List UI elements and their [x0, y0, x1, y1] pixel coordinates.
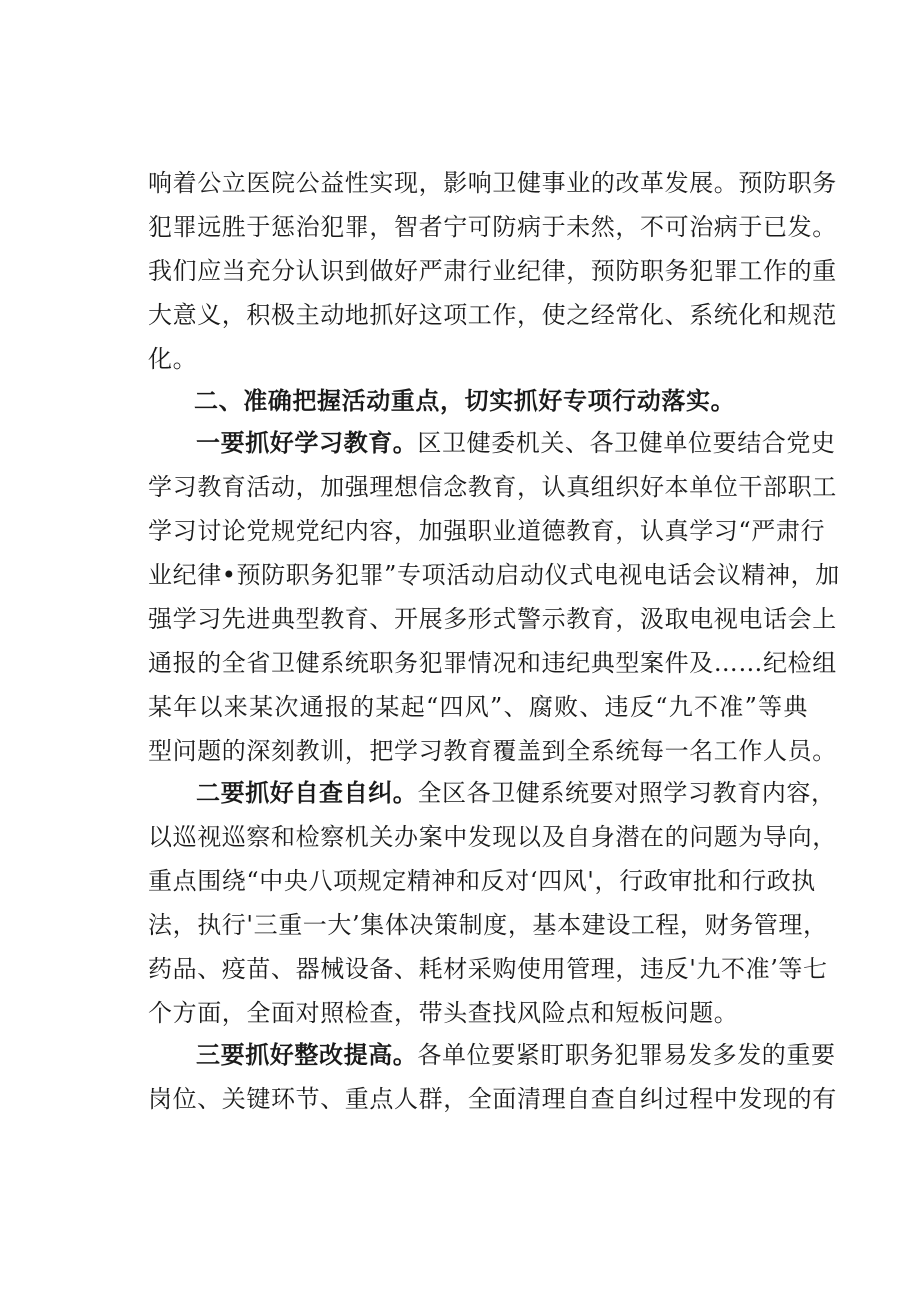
item-2-first-text: 全区各卫健系统要对照学习教育内容，: [417, 779, 836, 807]
paragraph-line: 岗位、关键环节、重点人群，全面清理自查自纠过程中发现的有: [148, 1085, 837, 1113]
paragraph-line: 业纪律•预防职务犯罪”专项活动启动仪式电视电话会议精神，加: [148, 561, 840, 589]
item-3-lead: 三要抓好整改提高。: [196, 1040, 418, 1069]
item-1-lead: 一要抓好学习教育。: [196, 428, 418, 457]
paragraph-line: 我们应当充分认识到做好严肃行业纪律，预防职务犯罪工作的重: [148, 257, 837, 285]
paragraph-line: 通报的全省卫健系统职务犯罪情况和违纪典型案件及……纪检组: [148, 649, 837, 677]
item-1-first-line: [196, 428, 836, 458]
paragraph-line: 重点围绕“中央八项规定精神和反对‘四风'，行政审批和行政执: [148, 867, 816, 895]
paragraph-line: 学习讨论党规党纪内容，加强职业道德教育，认真学习“严肃行: [148, 517, 826, 545]
paragraph-line: 强学习先进典型教育、开展多形式警示教育，汲取电视电话会上: [148, 605, 837, 633]
paragraph-line: 犯罪远胜于惩治犯罪，智者宁可防病于未然，不可治病于已发。: [148, 213, 837, 241]
paragraph-line: 型问题的深刻教训，把学习教育覆盖到全系统每一名工作人员。: [148, 737, 837, 765]
item-1-first-text: 区卫健委机关、各卫健单位要结合党史: [417, 429, 836, 457]
paragraph-line: 化。: [148, 345, 198, 373]
item-3-first-text: 各单位要紧盯职务犯罪易发多发的重要: [417, 1041, 836, 1069]
paragraph-line: 法，执行'三重一大’集体决策制度，基本建设工程，财务管理，: [148, 911, 828, 939]
paragraph-line: 某年以来某次通报的某起“四风”、腐败、违反“九不准”等典: [148, 693, 808, 721]
item-3-first-line: [196, 1040, 836, 1070]
paragraph-line: 以巡视巡察和检察机关办案中发现以及自身潜在的问题为导向，: [148, 823, 837, 851]
item-2-lead: 二要抓好自查自纠。: [196, 778, 418, 807]
paragraph-line: 响着公立医院公益性实现，影响卫健事业的改革发展。预防职务: [148, 169, 837, 197]
item-2-first-line: [196, 778, 836, 808]
paragraph-line: 大意义，积极主动地抓好这项工作，使之经常化、系统化和规范: [148, 301, 837, 329]
paragraph-line: 个方面，全面对照检查，带头查找风险点和短板问题。: [148, 999, 739, 1027]
paragraph-line: 药品、疫苗、器械设备、耗材采购使用管理，违反'九不准’等七: [148, 955, 828, 983]
section-heading: 二、准确把握活动重点，切实抓好专项行动落实。: [194, 386, 736, 415]
paragraph-line: 学习教育活动，加强理想信念教育，认真组织好本单位干部职工: [148, 473, 837, 501]
